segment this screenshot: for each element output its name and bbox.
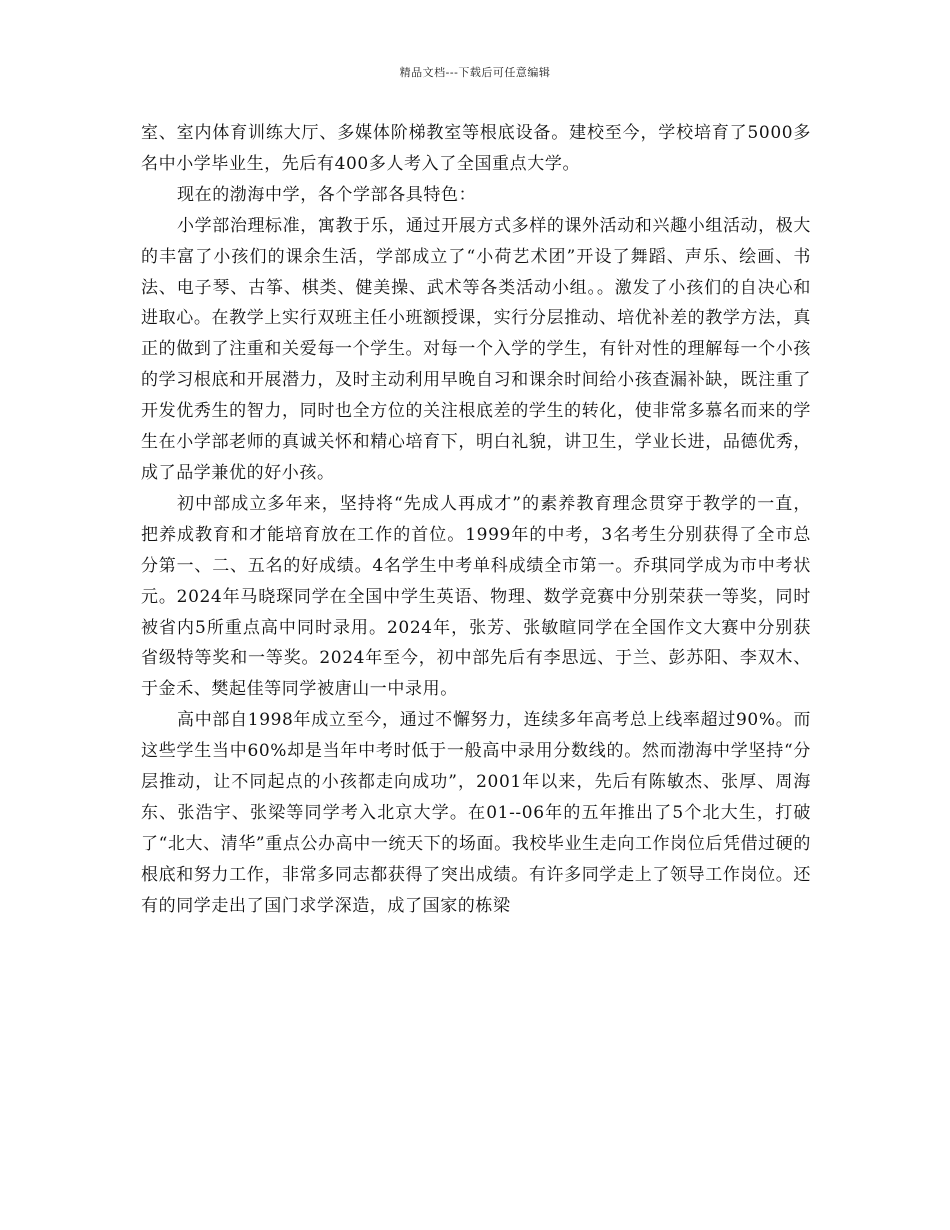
paragraph-intro: 现在的渤海中学，各个学部各具特色： xyxy=(177,184,477,205)
paragraph-senior-high: 高中部自1998年成立至今，通过不懈努力，连续多年高考总上线率超过90%。而这些学生当中60%却是当年中考时低于一般高中录用分数线的。然而渤海中学坚持“分层推动，让不同起点的小孩都走向成功”，2001年以来，先后有陈敏杰、张厚、周海东、张浩宇、张梁等同学考入北京大学。在01--06年的五年推出了5个北大生，打破了“北大、清华”重点公办高中一统天下的场面。我校毕业生走向工作岗位后凭借过硬的根底和努力工作，非常多同志都获得了突出成绩。有许多同学走上了领导工作岗位。还有的同学走出了国门求学深造，成了国家的栋梁 xyxy=(141,710,811,916)
document-body xyxy=(141,118,811,922)
paragraph-junior-high: 初中部成立多年来，坚持将“先成人再成才”的素养教育理念贯穿于教学的一直，把养成教育和才能培育放在工作的首位。1999年的中考，3名考生分别获得了全市总分第一、二、五名的好成绩。4名学生中考单科成绩全市第一。乔琪同学成为市中考状元。2024年马晓琛同学在全国中学生英语、物理、数学竞赛中分别荣获一等奖，同时被省内5所重点高中同时录用。2024年，张芳、张敏暄同学在全国作文大赛中分别获省级特等奖和一等奖。2024年至今，初中部先后有李思远、于兰、彭苏阳、李双木、于金禾、樊起佳等同学被唐山一中录用。 xyxy=(141,493,811,700)
paragraph-facilities: 室、室内体育训练大厅、多媒体阶梯教室等根底设备。建校至今，学校培育了5000多名中小学毕业生，先后有400多人考入了全国重点大学。 xyxy=(141,123,811,174)
page-header: 精品文档---下载后可任意编辑 xyxy=(399,66,551,79)
paragraph-primary-school: 小学部治理标准，寓教于乐，通过开展方式多样的课外活动和兴趣小组活动，极大的丰富了小孩们的课余生活，学部成立了“小荷艺术团”开设了舞蹈、声乐、绘画、书法、电子琴、古筝、棋类、健美操、武术等各类活动小组。。激发了小孩们的自决心和进取心。在教学上实行双班主任小班额授课，实行分层推动、培优补差的教学方法，真正的做到了注重和关爱每一个学生。对每一个入学的学生，有针对性的理解每一个小孩的学习根底和开展潜力，及时主动利用早晚自习和课余时间给小孩查漏补缺，既注重了开发优秀生的智力，同时也全方位的关注根底差的学生的转化，使非常多慕名而来的学生在小学部老师的真诚关怀和精心培育下，明白礼貌，讲卫生，学业长进，品德优秀，成了品学兼优的好小孩。 xyxy=(141,215,811,483)
